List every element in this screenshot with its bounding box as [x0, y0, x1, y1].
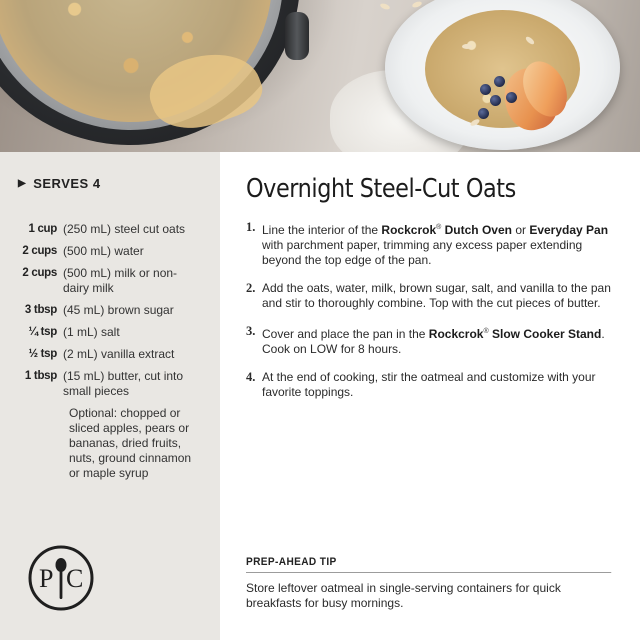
triangle-right-icon: ▶ — [18, 178, 27, 189]
instruction-step — [246, 324, 618, 357]
ingredient-description: (250 mL) steel cut oats — [63, 222, 186, 236]
ingredient-quantity: ½ tsp — [28, 348, 57, 360]
prep-ahead-tip — [246, 556, 614, 611]
ingredient-description: (2 mL) vanilla extract — [63, 347, 175, 361]
ingredient-description: (500 mL) milk or non-dairy milk — [63, 266, 178, 295]
ingredient-description: (45 mL) brown sugar — [63, 303, 174, 317]
step-number: 4. — [246, 370, 256, 384]
ingredient-row — [0, 266, 220, 296]
logo-letter-p: P — [39, 564, 54, 593]
tip-text: Store leftover oatmeal in single-serving containers for quick breakfasts for busy mornings. — [246, 581, 561, 610]
almond-sliver — [379, 2, 390, 10]
ingredients-panel — [0, 152, 220, 640]
instruction-list — [246, 220, 618, 413]
ingredient-row — [0, 347, 220, 362]
tip-heading: PREP-AHEAD TIP — [246, 556, 612, 573]
spoon-icon — [56, 558, 67, 599]
instruction-step — [246, 220, 618, 268]
step-number: 2. — [246, 281, 256, 295]
blueberry — [478, 108, 489, 119]
blueberry — [494, 76, 505, 87]
recipe-title: Overnight Steel-Cut Oats — [246, 174, 516, 204]
pampered-chef-logo — [28, 545, 94, 611]
blueberry — [506, 92, 517, 103]
ingredient-quantity: 2 cups — [22, 267, 57, 279]
ingredient-row — [0, 369, 220, 399]
serves-label: SERVES 4 — [33, 176, 101, 191]
blueberry — [490, 95, 501, 106]
logo-letter-c: C — [66, 564, 84, 593]
ingredient-list — [0, 222, 220, 481]
instruction-step — [246, 281, 618, 311]
ingredient-quantity: 1 tbsp — [24, 370, 57, 382]
ingredient-row — [0, 244, 220, 259]
ingredient-row — [0, 222, 220, 237]
cooker-handle — [285, 12, 309, 60]
step-number: 3. — [246, 324, 256, 338]
ingredient-quantity: 3 tbsp — [24, 304, 57, 316]
ingredient-quantity: 2 cups — [22, 245, 57, 257]
blueberry — [480, 84, 491, 95]
optional-toppings: Optional: chopped or sliced apples, pears or bananas, dried fruits, nuts, ground cinnamon or maple syrup — [69, 406, 192, 480]
ingredient-row — [0, 325, 220, 340]
step-text: At the end of cooking, stir the oatmeal and customize with your favorite toppings. — [262, 370, 596, 399]
ingredient-description: (500 mL) water — [63, 244, 144, 258]
instruction-step — [246, 370, 618, 400]
method-panel — [220, 152, 640, 640]
step-number: 1. — [246, 220, 256, 234]
almond-sliver — [462, 44, 472, 49]
ingredient-row — [0, 303, 220, 318]
ingredient-quantity: 1 cup — [28, 223, 57, 235]
ingredient-quantity: ¼ tsp — [28, 326, 57, 338]
ingredient-description: (1 mL) salt — [63, 325, 120, 339]
step-text: Cover and place the pan in the Rockcrok® Slow Cooker Stand. Cook on LOW for 8 hours. — [262, 327, 605, 356]
step-text: Line the interior of the Rockcrok® Dutch Oven or Everyday Pan with parchment paper, trimming any excess paper extending beyond the top edge of the pan. — [262, 223, 609, 267]
ingredient-description: (15 mL) butter, cut into small pieces — [63, 369, 184, 398]
step-text: Add the oats, water, milk, brown sugar, salt, and vanilla to the pan and stir to thoroughly combine. Top with the cut pieces of butter. — [262, 281, 611, 310]
serves-heading — [18, 176, 101, 191]
hero-photo — [0, 0, 640, 152]
